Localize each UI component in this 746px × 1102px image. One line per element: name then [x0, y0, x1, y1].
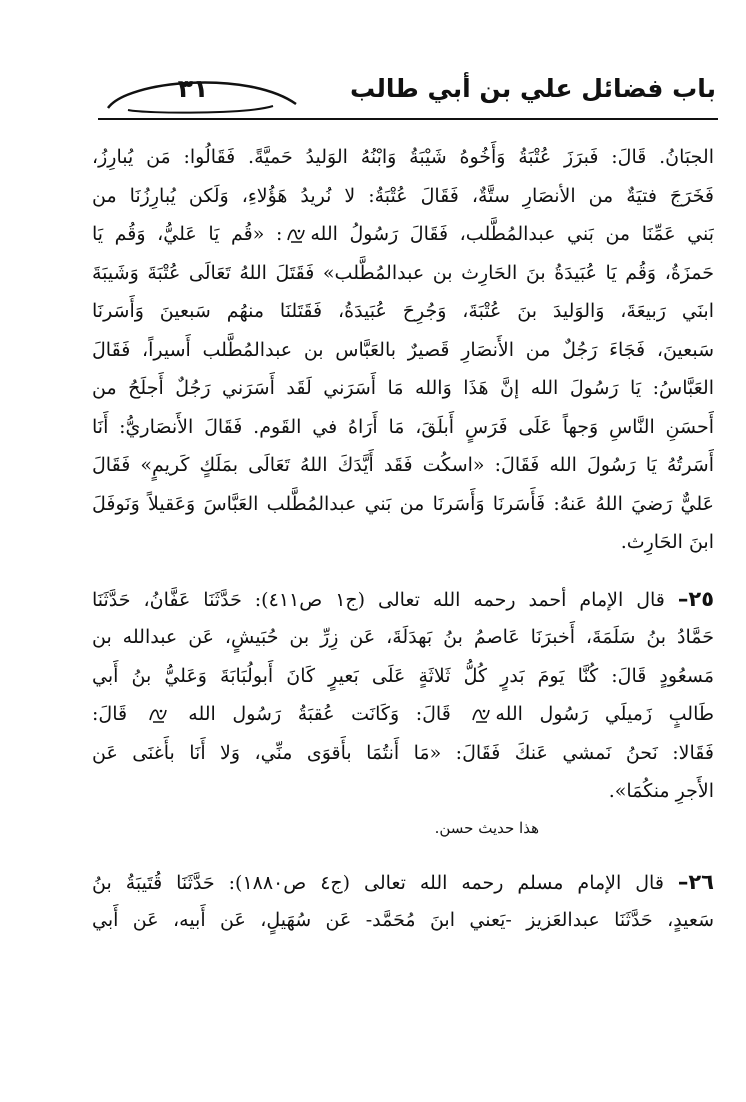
text-line: الأَجرِ منكُمَا».	[608, 780, 714, 802]
text-line: مَسعُودٍ قَالَ: كُنَّا يَومَ بَدرٍ كُلُّ ثَلاثَةٍ عَلَى بَعيرٍ كَانَ أَبولُبَابَةَ وَعَليُّ بنُ أَبي	[92, 664, 714, 687]
hadith-number: ٢٦–	[677, 869, 714, 894]
text-segment: طَالبٍ زَميلَي رَسُول الله	[495, 703, 714, 725]
text-segment: بَني عَمِّنَا من بَني عبدالمُطَّلب، فَقَالَ رَسُولُ الله	[310, 223, 714, 245]
text-segment: قال الإمام مسلم رحمه الله تعالى (ج٤ ص١٨٨٠): حَدَّثَنَا قُتَيبَةُ بنُ	[92, 871, 664, 894]
page-number: ٣١	[177, 74, 209, 103]
text-line: فَقَالا: نَحنُ نَمشي عَنكَ فَقَالَ: «مَا أَنتُمَا بأَقوَى منِّي، وَلا أَنَا بأَغنَى عَن	[92, 741, 714, 764]
salla-ligature-icon	[470, 706, 492, 724]
text-line: حَمزَةُ، وَقُم يَا عُبَيدَةُ بنَ الحَارِث بن عبدالمُطَّلب» فَقَتَلَ اللهُ تَعَالَى عُتْبَةَ وَشَيبَةَ	[92, 261, 714, 284]
text-line: سَبعينَ، فَجَاءَ رَجُلٌ من الأَنصَارِ قَصيرٌ بالعَبَّاس بن عبدالمُطَّلب أَسيراً، فَقَالَ	[92, 338, 714, 361]
hadith-grade: هذا حديث حسن.	[434, 818, 539, 837]
paragraph-gap	[92, 562, 714, 580]
text-line: الجبَانُ. قَالَ: فَبرَزَ عُتْبَةُ وَأَخُوهُ شَيْبَةُ وَابْنُهُ الوَليدُ حَميَّةً. فَقَالُوا: مَن يُبارِزُ،	[92, 146, 714, 168]
hadith-26	[92, 863, 714, 940]
hadith-number: ٢٥–	[677, 586, 714, 611]
running-header	[98, 70, 716, 120]
salla-ligature-icon	[285, 226, 307, 244]
text-segment: قال الإمام أحمد رحمه الله تعالى (ج١ ص٤١١): حَدَّثَنَا عَفَّانُ، حَدَّثَنَا	[92, 588, 665, 611]
paragraph-gap	[92, 845, 714, 863]
text-line	[92, 695, 714, 734]
text-line: العَبَّاسُ: يَا رَسُولَ الله إنَّ هَذَا وَالله مَا أَسَرَني لَقَد أَسَرَني رَجُلٌ أَجلَحُ من	[92, 377, 714, 399]
main-text	[92, 138, 714, 940]
text-line: حَمَّادُ بنُ سَلَمَةَ، أَخبرَنَا عَاصمُ بنُ بَهدَلَةَ، عَن زِرِّ بن حُبَيشٍ، عَن عبدالله بن	[92, 626, 714, 648]
salla-ligature-icon	[147, 706, 169, 724]
text-segment: قَالَ:	[92, 703, 144, 725]
text-segment: : «قُم يَا عَليُّ، وَقُم يَا	[92, 223, 283, 245]
text-line	[92, 580, 714, 619]
hadith-25	[92, 580, 714, 845]
text-line: فَخَرَجَ فتيَةٌ من الأنصَارِ ستَّةٌ، فَقَالَ عُتْبَةُ: لا نُريدُ هَؤُلاءِ، وَلَكن يُبارِزُنَا من	[92, 184, 714, 207]
text-line: أَحسَنِ النَّاسِ وَجهاً عَلَى فَرَسٍ أَبلَقَ، مَا أَرَاهُ في القَوم. فَقَالَ الأَنصَاريُّ: أَنَا	[92, 415, 714, 438]
text-line	[92, 863, 714, 902]
text-line	[92, 215, 714, 254]
text-line: سَعيدٍ، حَدَّثَنَا عبدالعَزيز -يَعني ابنَ مُحَمَّد- عَن سُهَيلٍ، عَن أَبيه، عَن أَبي	[92, 909, 714, 931]
text-line: أَسَرتُهُ يَا رَسُولَ الله فَقَالَ: «اسكُت فَقَد أَيَّدَكَ اللهُ تَعَالَى بمَلَكٍ كَريمٍ» فَقَالَ	[92, 454, 714, 476]
text-line: عَليٌّ رَضيَ اللهُ عَنهُ: فَأَسَرنَا وَأَسَرنَا من بَني عبدالمُطَّلب العَبَّاسَ وَعَقيلاً وَنَوفَلَ	[92, 492, 714, 515]
header-rule	[98, 118, 718, 120]
chapter-title: باب فضائل علي بن أبي طالب	[349, 74, 716, 103]
text-line: ابنَي رَبيعَةَ، وَالوَليدَ بنَ عُتْبَةَ، وَجُرِحَ عُبَيدَةُ، فَقَتَلنَا منهُم سَبعينَ وَأَسَرنَا	[92, 300, 714, 322]
text-segment: قَالَ: وَكَانَت عُقبَةُ رَسُول الله	[171, 703, 468, 725]
text-line: ابنَ الحَارِث.	[620, 531, 714, 553]
hadith-continuation	[92, 138, 714, 562]
